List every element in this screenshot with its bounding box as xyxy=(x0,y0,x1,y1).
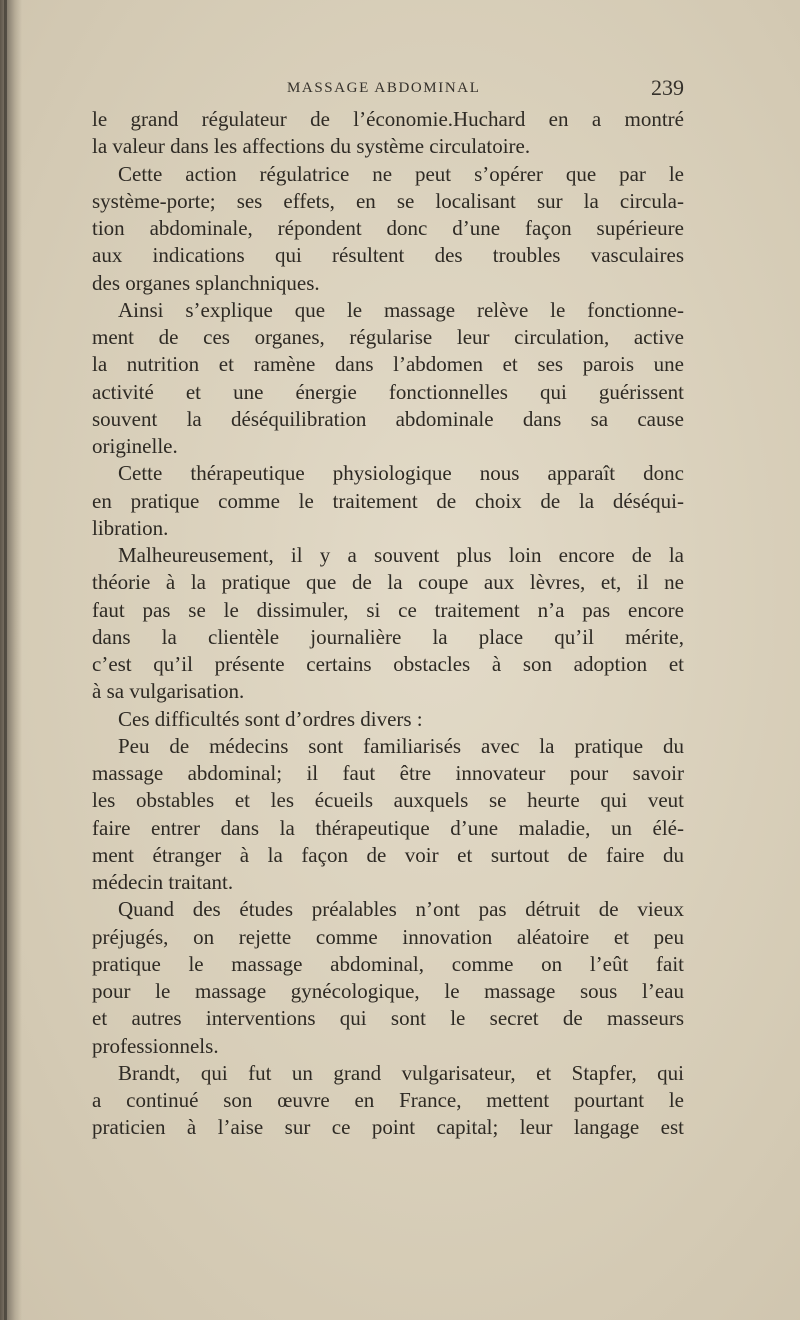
text-line: Cette thérapeutique physiologique nous apparaît donc xyxy=(118,461,684,486)
text-line: pratique le massage abdominal, comme on l’eût fait xyxy=(92,951,684,976)
text-line: ment de ces organes, régularise leur circulation, active xyxy=(92,325,684,349)
text-line: dans la clientèle journalière la place qu’il mérite, xyxy=(92,624,684,649)
text-line: en pratique comme le traitement de choix de la déséqui- xyxy=(92,488,684,513)
text-line: système-porte; ses effets, en se localisant sur la circula- xyxy=(92,188,684,213)
text-line: massage abdominal; il faut être innovateur pour savoir xyxy=(92,761,684,785)
text-line: Peu de médecins sont familiarisés avec la pratique du xyxy=(118,733,684,758)
text-line: des organes splanchniques. xyxy=(92,270,320,295)
text-line: tion abdominale, répondent donc d’une façon supérieure xyxy=(92,216,684,240)
text-line: la nutrition et ramène dans l’abdomen et ses parois une xyxy=(92,352,684,377)
text-line: souvent la déséquilibration abdominale dans sa cause xyxy=(92,406,684,431)
text-line: à sa vulgarisation. xyxy=(92,679,245,704)
text-line: praticien à l’aise sur ce point capital; leur langage est xyxy=(92,1115,684,1140)
text-line: ment étranger à la façon de voir et surtout de faire du xyxy=(92,842,684,867)
text-line: faut pas se le dissimuler, si ce traitement n’a pas encore xyxy=(92,597,684,622)
text-line: médecin traitant. xyxy=(92,870,234,894)
text-line: la valeur dans les affections du système circulatoire. xyxy=(92,134,531,159)
text-line: Cette action régulatrice ne peut s’opérer que par le xyxy=(118,161,684,186)
text-line: et autres interventions qui sont le secret de masseurs xyxy=(92,1006,684,1031)
text-line: Quand des études préalables n’ont pas détruit de vieux xyxy=(118,897,684,922)
text-line: activité et une énergie fonctionnelles qui guérissent xyxy=(92,379,684,404)
running-head: MASSAGE ABDOMINAL xyxy=(287,80,481,96)
text-line: théorie à la pratique que de la coupe aux lèvres, et, il ne xyxy=(92,570,684,595)
text-line: professionnels. xyxy=(92,1033,219,1058)
page-header xyxy=(92,75,684,106)
text-line: les obstables et les écueils auxquels se heurte qui veut xyxy=(92,788,684,813)
text-line: c’est qu’il présente certains obstacles à son adoption et xyxy=(92,652,684,676)
text-line: Malheureusement, il y a souvent plus loin encore de la xyxy=(118,543,684,567)
book-gutter-edge xyxy=(4,0,7,1320)
text-line: a continué son œuvre en France, mettent pourtant le xyxy=(92,1088,684,1112)
text-line: Ainsi s’explique que le massage relève le fonctionne- xyxy=(118,297,684,322)
text-line: libration. xyxy=(92,515,169,540)
text-line: Brandt, qui fut un grand vulgarisateur, et Stapfer, qui xyxy=(118,1060,684,1085)
text-line: Ces difficultés sont d’ordres divers : xyxy=(118,706,423,731)
text-line: originelle. xyxy=(92,434,178,458)
text-line: préjugés, on rejette comme innovation aléatoire et peu xyxy=(92,924,684,949)
text-line: aux indications qui résultent des troubles vasculaires xyxy=(92,243,684,268)
text-line: faire entrer dans la thérapeutique d’une maladie, un élé- xyxy=(92,815,684,840)
body-text xyxy=(92,106,684,1142)
text-line: le grand régulateur de l’économie.Huchard en a montré xyxy=(92,107,684,131)
page-number: 239 xyxy=(651,75,684,100)
text-line: pour le massage gynécologique, le massage sous l’eau xyxy=(92,979,684,1003)
